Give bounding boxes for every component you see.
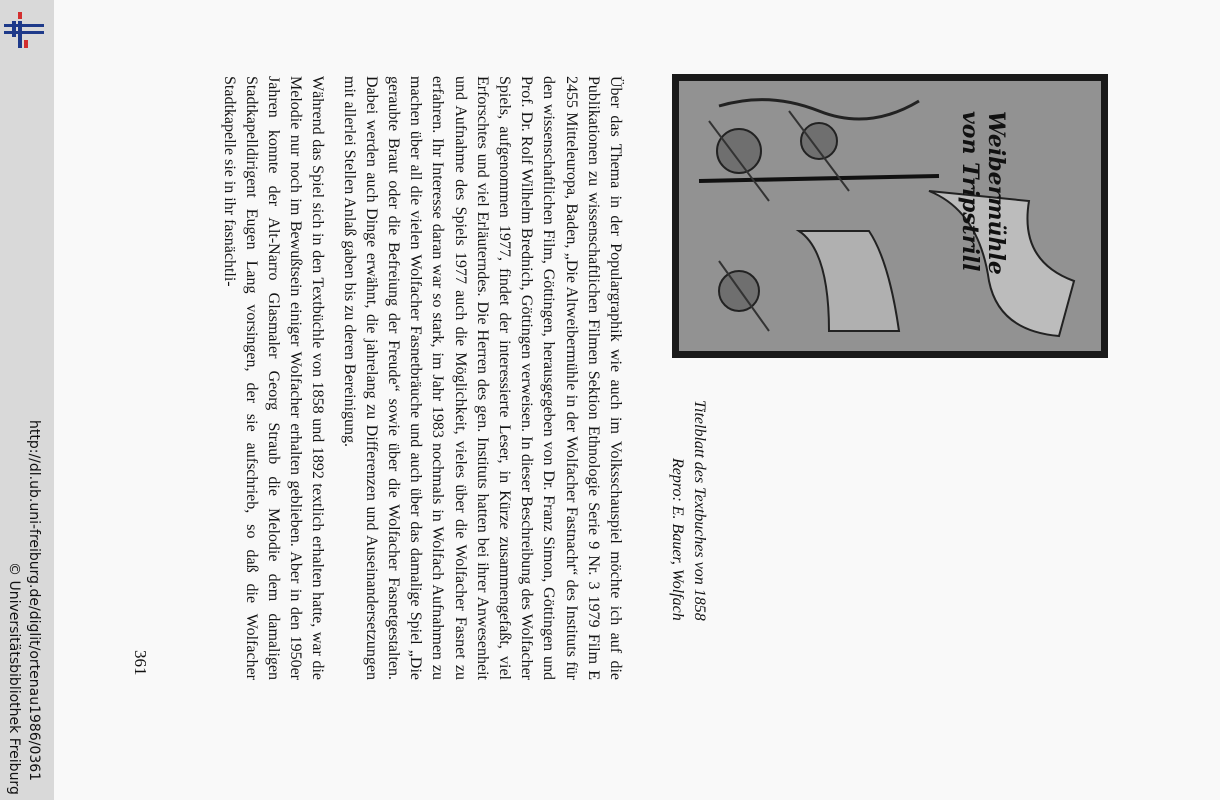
- paragraph-2: Während das Spiel sich in den Textbüchle von 1858 und 1892 textlich erhalten hatte, war die Melodie nur noch im Bewußtsein einiger Wolfacher erhalten geblieben. Aber in den 1950er Jahren konnte der Alt-Narro Glasmaler Georg Straub die Melodie dem damaligen Stadtkapelldirigent Eugen Lang vorsingen, der sie aufschrieb, so daß die Wolfacher Stadtkapelle sie in ihr fasnächtli-: [220, 76, 327, 680]
- page-text-block: [220, 76, 626, 680]
- document-url-link[interactable]: http://dl.ub.uni-freiburg.de/diglit/ortenau1986/0361: [26, 420, 42, 782]
- caption-title: Titelblatt des Textbuches von 1858: [691, 400, 708, 621]
- page-number: 361: [131, 650, 150, 676]
- title-page-illustration: [672, 74, 1108, 358]
- figure-caption: [666, 400, 710, 621]
- illustration-title: Weibermühle von Tripstrill: [957, 111, 1009, 275]
- ub-freiburg-logo-icon[interactable]: [2, 10, 44, 50]
- viewer-sidebar: [0, 0, 54, 800]
- illustration-image: [679, 81, 1101, 351]
- caption-credit: Repro: E. Bauer, Wolfach: [669, 457, 686, 621]
- copyright-notice: © Universitätsbibliothek Freiburg: [6, 562, 22, 795]
- paragraph-1: Über das Thema in der Populargraphik wie auch im Volksschauspiel möchte ich auf die Publikationen zu wissenschaftlichen Filmen Sektion Ethnologie Serie 9 Nr. 3 1979 Film E 2455 Mitteleuropa, Baden, „Die Altweibermühle in der Wolfacher Fastnacht“ des Instituts für den wissenschaftlichen Film, Göttingen, herausgegeben von Dr. Franz Simon, Göttingen und Prof. Dr. Rolf Wilhelm Brednich, Göttingen verweisen. In dieser Beschreibung des Wolfacher Spiels, aufgenommen 1977, findet der interessierte Leser, in Kürze zusammengefaßt, viel Erforschtes und viel Erläuterndes. Die Herren des gen. Instituts hatten bei ihrer Anwesenheit und Aufnahme des Spiels 1977 auch die Möglichkeit, vieles über die Wolfacher Fasnet zu erfahren. Ihr Interesse daran war so stark, im Jahr 1983 nochmals in Wolfach Aufnahmen zu machen über all die vielen Wolfacher Fasnetbräuche und auch über das damalige Spiel „Die geraubte Braut oder die Befreiung der Freude“ sowie über die Wolfacher Fasnetgestalten. Dabei werden auch Dinge erwähnt, die jahrelang zu Differenzen und Auseinandersetzungen mit allerlei Stellen Anlaß gaben bis zu deren Bereinigung.: [340, 76, 624, 680]
